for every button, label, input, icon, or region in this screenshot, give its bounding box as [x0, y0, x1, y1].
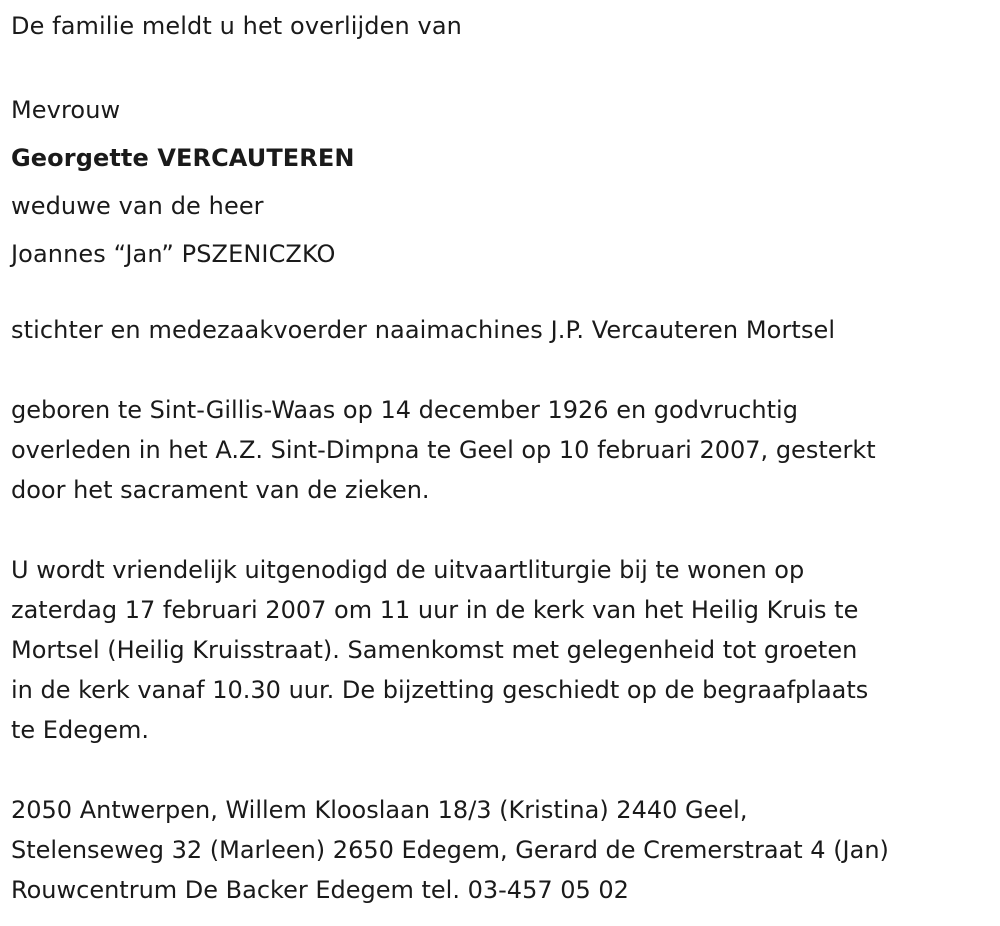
paragraph-line: te Edegem. — [11, 716, 149, 744]
deceased-name: Georgette VERCAUTEREN — [11, 144, 355, 172]
title-text: Mevrouw — [11, 96, 121, 124]
address-line: Stelenseweg 32 (Marleen) 2650 Edegem, Gerard de Cremerstraat 4 (Jan) — [11, 836, 889, 864]
spacer — [11, 350, 996, 390]
spacer — [11, 750, 996, 790]
relation-text: weduwe van de heer — [11, 192, 264, 220]
funeral-paragraph — [11, 550, 996, 750]
address-line: 2050 Antwerpen, Willem Klooslaan 18/3 (Kristina) 2440 Geel, — [11, 796, 748, 824]
paragraph-line: U wordt vriendelijk uitgenodigd de uitvaartliturgie bij te wonen op — [11, 556, 805, 584]
spouse-name: Joannes “Jan” PSZENICZKO — [11, 240, 336, 268]
paragraph-line: in de kerk vanaf 10.30 uur. De bijzetting geschiedt op de begraafplaats — [11, 676, 869, 704]
paragraph-line: geboren te Sint-Gillis-Waas op 14 december 1926 en godvruchtig — [11, 396, 798, 424]
addresses-paragraph — [11, 790, 996, 910]
address-line: Rouwcentrum De Backer Edegem tel. 03-457 05 02 — [11, 876, 629, 904]
paragraph-line: overleden in het A.Z. Sint-Dimpna te Geel op 10 februari 2007, gesterkt — [11, 436, 876, 464]
intro-text: De familie meldt u het overlijden van — [11, 12, 462, 40]
spacer — [11, 46, 996, 86]
paragraph-line: door het sacrament van de zieken. — [11, 476, 430, 504]
occupation-text: stichter en medezaakvoerder naaimachines J.P. Vercauteren Mortsel — [11, 316, 836, 344]
spacer — [11, 510, 996, 550]
paragraph-line: Mortsel (Heilig Kruisstraat). Samenkomst met gelegenheid tot groeten — [11, 636, 858, 664]
spacer — [11, 278, 996, 310]
birth-death-paragraph — [11, 390, 996, 510]
paragraph-line: zaterdag 17 februari 2007 om 11 uur in de kerk van het Heilig Kruis te — [11, 596, 859, 624]
death-notice — [11, 0, 996, 910]
